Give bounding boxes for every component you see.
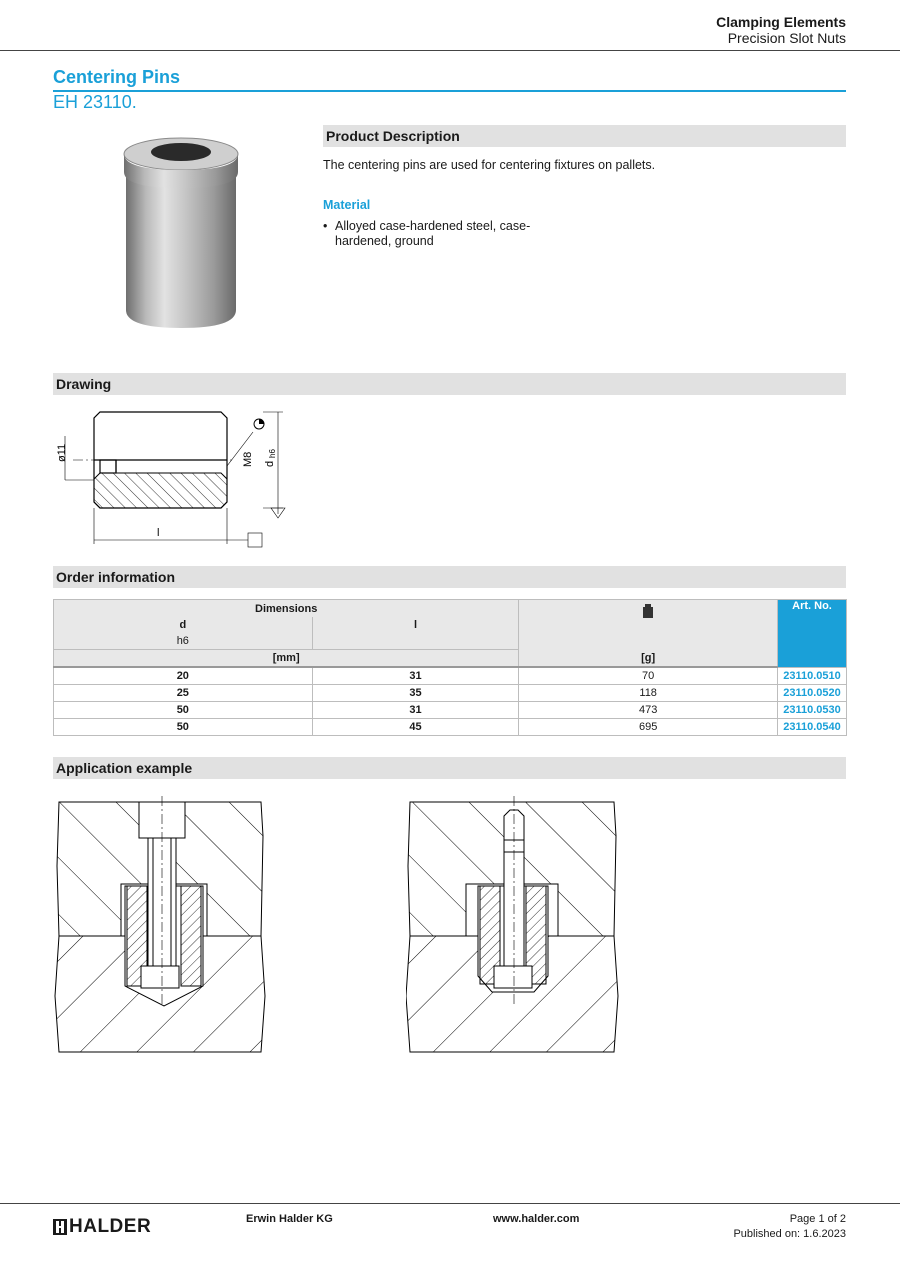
footer-logo (53, 1216, 151, 1238)
footer-published: Published on: 1.6.2023 (733, 1228, 846, 1240)
cell-d: 20 (54, 667, 313, 685)
logo-text: HALDER (69, 1216, 152, 1237)
table-row (54, 667, 847, 685)
table-row (54, 719, 847, 736)
footer-page: Page 1 of 2 (789, 1213, 846, 1225)
cell-g: 473 (519, 702, 778, 719)
unit-g: [g] (519, 650, 778, 668)
cell-artno[interactable]: 23110.0520 (777, 685, 846, 702)
cell-artno[interactable]: 23110.0510 (777, 667, 846, 685)
product-photo (118, 132, 248, 332)
product-code: EH 23110. (53, 92, 137, 112)
table-row (54, 685, 847, 702)
col-artno: Art. No. (777, 600, 846, 668)
order-table (53, 599, 847, 736)
col-d-tolerance: h6 (54, 633, 313, 650)
col-l: l (312, 617, 519, 633)
weight-header (519, 600, 778, 650)
table-row (54, 702, 847, 719)
cell-l: 45 (312, 719, 519, 736)
header-category: Clamping Elements (716, 14, 846, 30)
dim-h6: h6 (268, 449, 277, 458)
cell-g: 118 (519, 685, 778, 702)
footer-divider (0, 1203, 900, 1204)
application-heading: Application example (53, 757, 846, 779)
description-text: The centering pins are used for centering fixtures on pallets. (323, 158, 656, 172)
dim-l: l (157, 527, 160, 539)
material-item: • Alloyed case-hardened steel, case-hardened, ground (323, 219, 533, 249)
cell-artno[interactable]: 23110.0530 (777, 702, 846, 719)
application-drawing-left (53, 796, 268, 1058)
footer-website[interactable]: www.halder.com (493, 1213, 580, 1225)
dim-m8: M8 (242, 451, 254, 467)
dim-d: d (264, 460, 276, 467)
footer-company: Erwin Halder KG (246, 1213, 333, 1225)
application-drawing-right (406, 796, 621, 1058)
cell-d: 25 (54, 685, 313, 702)
order-heading: Order information (53, 566, 846, 588)
title-underline (53, 90, 846, 92)
cell-d: 50 (54, 702, 313, 719)
header-subcategory: Precision Slot Nuts (727, 30, 846, 46)
dim-dia11: ø11 (56, 443, 68, 462)
cell-d: 50 (54, 719, 313, 736)
page-title: Centering Pins (53, 67, 181, 87)
cell-artno[interactable]: 23110.0540 (777, 719, 846, 736)
description-heading: Product Description (323, 125, 846, 147)
technical-drawing (53, 402, 293, 550)
col-dimensions: Dimensions (54, 600, 519, 618)
unit-mm: [mm] (54, 650, 519, 668)
cell-g: 70 (519, 667, 778, 685)
material-text: Alloyed case-hardened steel, case-hardened, ground (335, 219, 531, 248)
cell-l: 31 (312, 667, 519, 685)
weight-icon (643, 604, 653, 618)
header-divider (0, 50, 900, 51)
col-l-empty (312, 633, 519, 650)
cell-g: 695 (519, 719, 778, 736)
material-heading: Material (323, 198, 371, 212)
drawing-heading: Drawing (53, 373, 846, 395)
cell-l: 35 (312, 685, 519, 702)
cell-l: 31 (312, 702, 519, 719)
halder-logo-icon (53, 1219, 67, 1235)
col-d: d (54, 617, 313, 633)
